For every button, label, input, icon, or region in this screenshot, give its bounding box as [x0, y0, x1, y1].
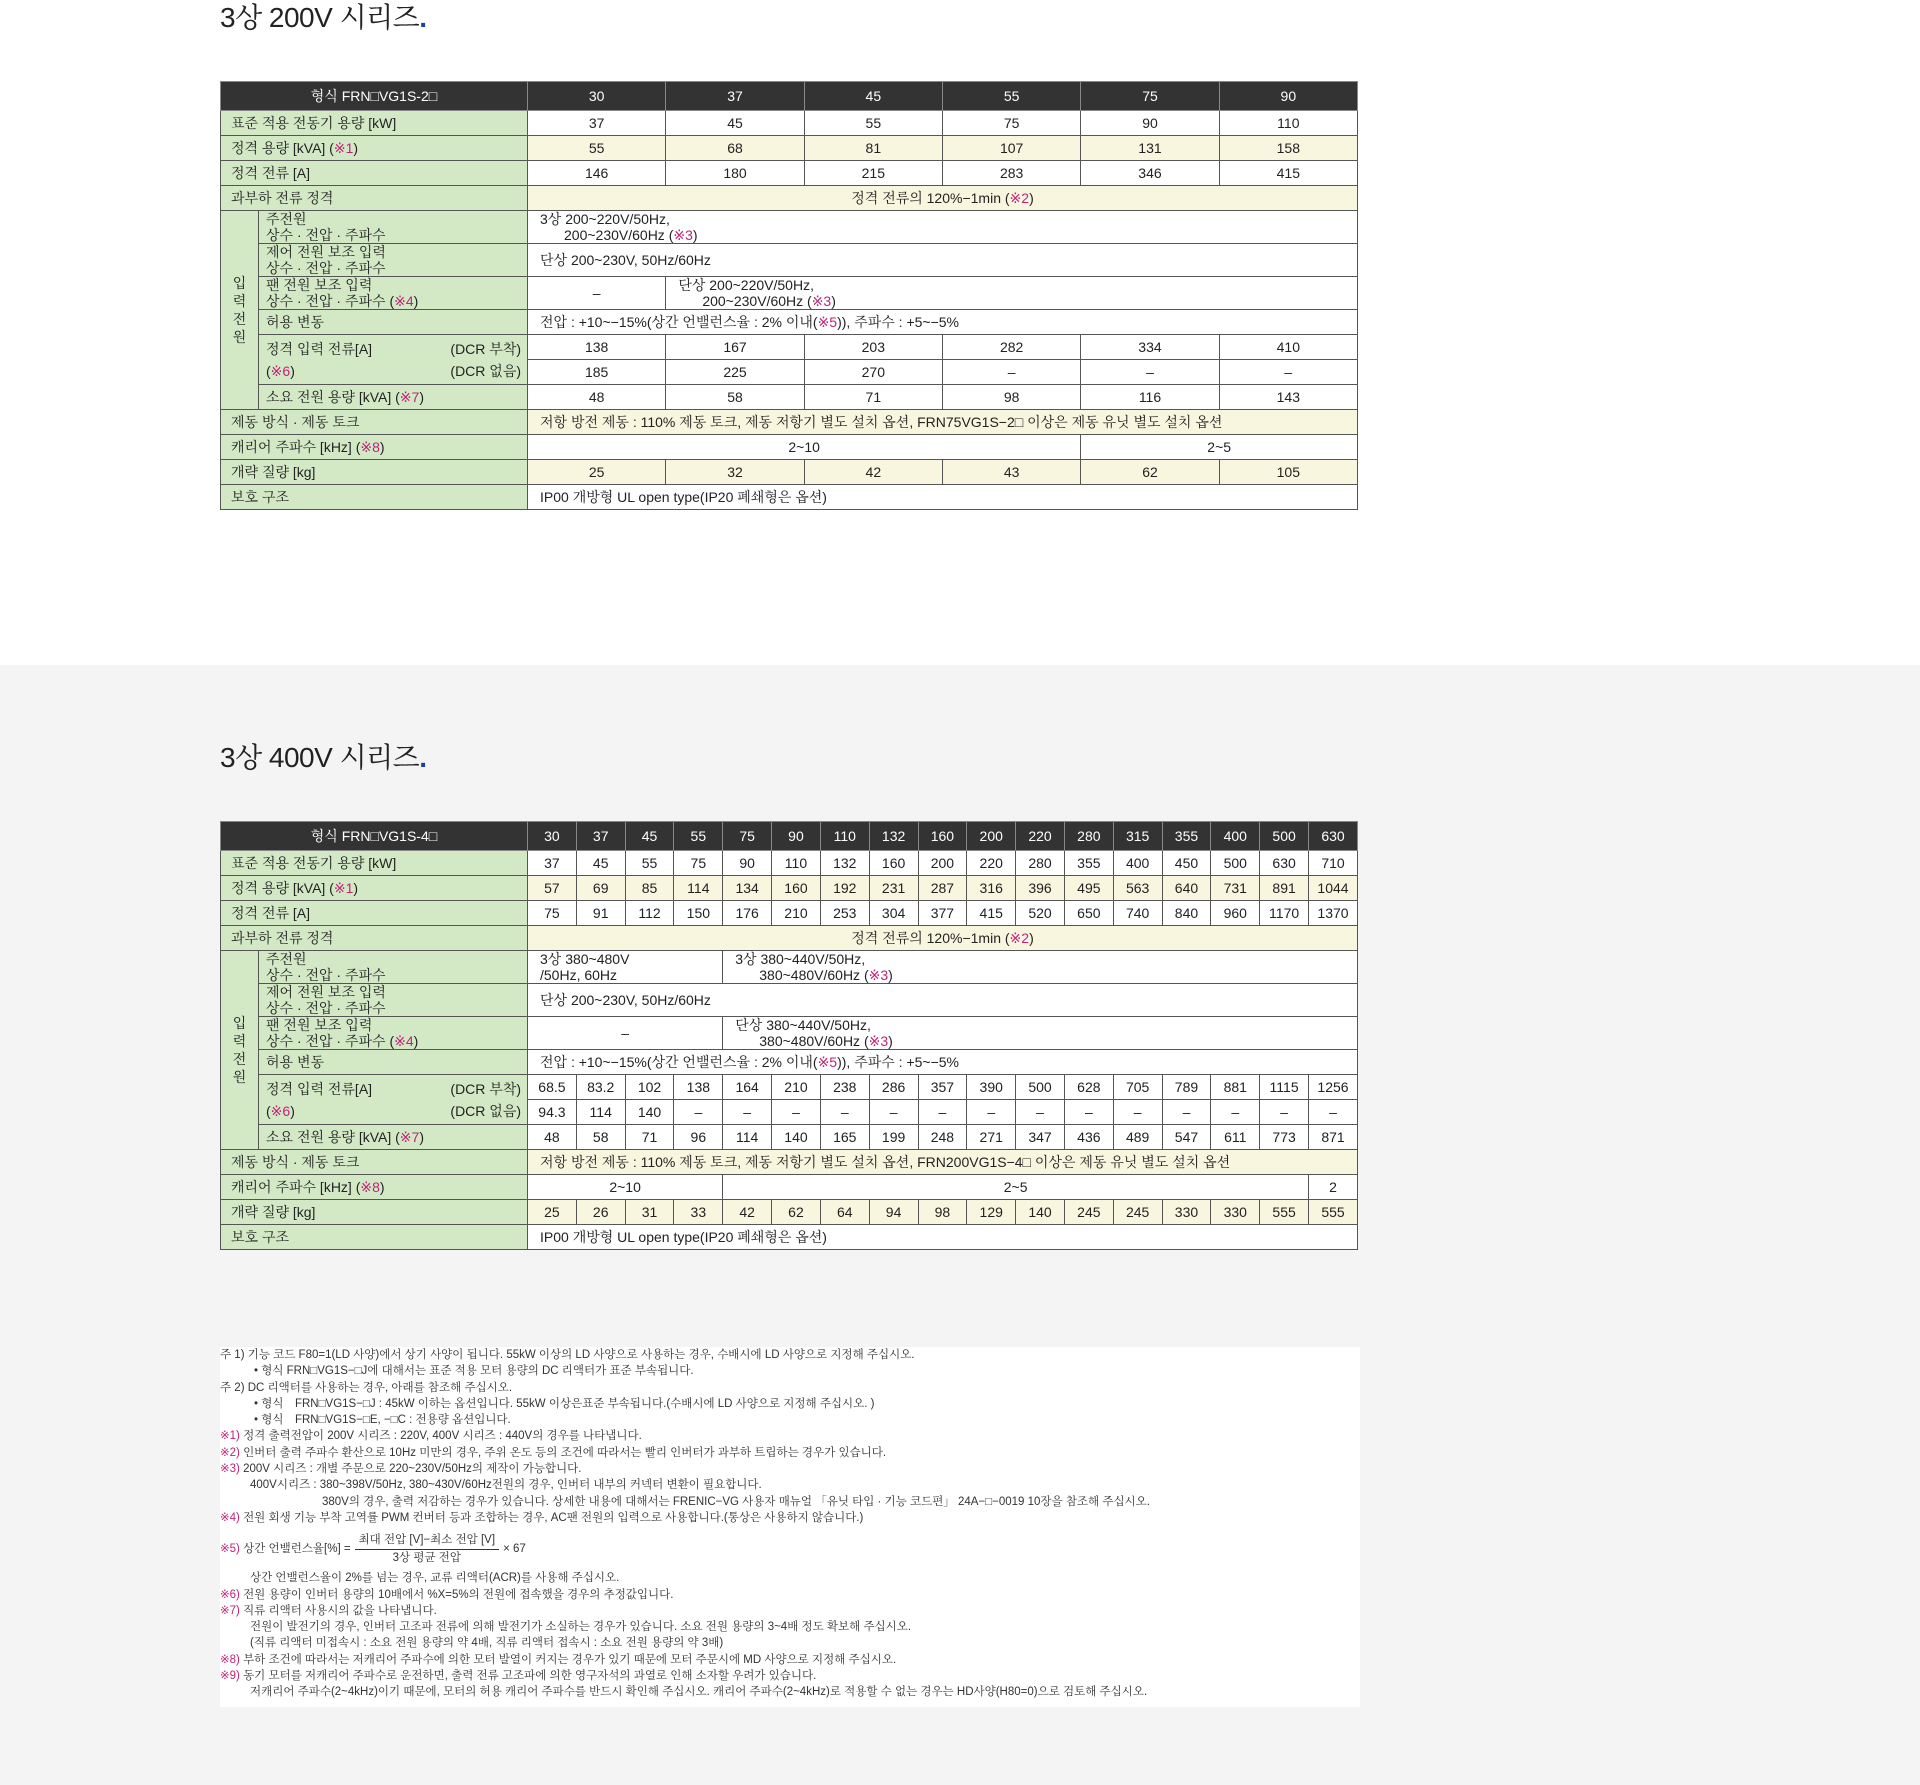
model-cell: 500 [1260, 822, 1309, 851]
table-header-row [221, 822, 1358, 851]
table-cell: 396 [1016, 876, 1065, 901]
table-cell: 75 [674, 851, 723, 876]
row-label: 정격 용량 [kVA] (※1) [221, 136, 528, 161]
table-cell: 75 [942, 111, 1080, 136]
table-cell: 3상 200~220V/50Hz, 200~230V/60Hz (※3) [528, 211, 1358, 244]
table-row [221, 1050, 1358, 1075]
table-row [221, 901, 1358, 926]
table-cell: 165 [820, 1125, 869, 1150]
table-cell: 180 [666, 161, 804, 186]
table-cell: 저항 방전 제동 : 110% 제동 토크, 제동 저항기 별도 설치 옵션, FRN200VG1S−4□ 이상은 제동 유닛 별도 설치 옵션 [528, 1150, 1358, 1175]
table-cell: 75 [528, 901, 577, 926]
table-row [221, 485, 1358, 510]
table-cell: 555 [1309, 1200, 1358, 1225]
row-label: 제어 전원 보조 입력 상수 · 전압 · 주파수 [259, 244, 528, 277]
row-label: 정격 전류 [A] [221, 161, 528, 186]
table-cell: 355 [1064, 851, 1113, 876]
model-cell: 110 [820, 822, 869, 851]
table-cell: 1170 [1260, 901, 1309, 926]
table-cell: 전압 : +10~−15%(상간 언밸런스율 : 2% 이내(※5)), 주파수 : +5~−5% [528, 310, 1358, 335]
spec-table-200v [220, 81, 1358, 510]
table-cell: 282 [942, 335, 1080, 360]
table-cell: 42 [723, 1200, 772, 1225]
input-power-group-label: 입력전원 [221, 211, 259, 410]
model-cell: 160 [918, 822, 967, 851]
table-cell: 160 [869, 851, 918, 876]
table-cell: 547 [1162, 1125, 1211, 1150]
table-cell: 158 [1219, 136, 1357, 161]
table-cell: 1256 [1309, 1075, 1358, 1100]
table-cell: 37 [528, 851, 577, 876]
row-label: 과부하 전류 정격 [221, 186, 528, 211]
table-cell: 500 [1016, 1075, 1065, 1100]
table-cell: 210 [772, 901, 821, 926]
table-cell: 107 [942, 136, 1080, 161]
table-header-row [221, 82, 1358, 111]
model-cell: 90 [772, 822, 821, 851]
row-label: 제동 방식 · 제동 토크 [221, 1150, 528, 1175]
table-cell: – [967, 1100, 1016, 1125]
table-cell: 415 [967, 901, 1016, 926]
note-line: 주 2) DC 리액터를 사용하는 경우, 아래를 참조해 주십시오. [220, 1381, 513, 1394]
table-cell: 25 [528, 1200, 577, 1225]
table-cell: 3상 380~440V/50Hz, 380~480V/60Hz (※3) [723, 951, 1358, 984]
model-cell: 45 [625, 822, 674, 851]
section-200v [0, 0, 1920, 665]
table-cell: 83.2 [576, 1075, 625, 1100]
table-cell: 3상 380~480V /50Hz, 60Hz [528, 951, 723, 984]
table-row [221, 111, 1358, 136]
table-cell: 140 [1016, 1200, 1065, 1225]
table-cell: 64 [820, 1200, 869, 1225]
table-cell: 58 [576, 1125, 625, 1150]
model-cell: 55 [674, 822, 723, 851]
table-cell: 58 [666, 385, 804, 410]
table-row [221, 1150, 1358, 1175]
table-cell: 248 [918, 1125, 967, 1150]
model-header: 형식 FRN□VG1S-2□ [221, 82, 528, 111]
table-row [221, 136, 1358, 161]
model-cell: 45 [804, 82, 942, 111]
table-cell: 140 [625, 1100, 674, 1125]
table-cell: IP00 개방형 UL open type(IP20 폐쇄형은 옵션) [528, 485, 1358, 510]
table-cell: 105 [1219, 460, 1357, 485]
note-line: ※3) 200V 시리즈 : 개별 주문으로 220~230V/50Hz의 제작이 가능합니다. [220, 1463, 582, 1476]
row-label: 팬 전원 보조 입력 상수 · 전압 · 주파수 (※4) [259, 277, 528, 310]
table-cell: 415 [1219, 161, 1357, 186]
table-cell: – [723, 1100, 772, 1125]
table-cell: 630 [1260, 851, 1309, 876]
table-cell: 773 [1260, 1125, 1309, 1150]
table-cell: 102 [625, 1075, 674, 1100]
table-cell: 330 [1211, 1200, 1260, 1225]
table-cell: 57 [528, 876, 577, 901]
table-cell: 200 [918, 851, 967, 876]
table-cell: 210 [772, 1075, 821, 1100]
table-cell: 전압 : +10~−15%(상간 언밸런스율 : 2% 이내(※5)), 주파수 : +5~−5% [528, 1050, 1358, 1075]
table-row [221, 385, 1358, 410]
row-label: 정격 입력 전류[A] (DCR 부착) (※6) (DCR 없음) [259, 335, 528, 385]
table-cell: 150 [674, 901, 723, 926]
table-cell: 85 [625, 876, 674, 901]
table-cell: 96 [674, 1125, 723, 1150]
table-cell: 789 [1162, 1075, 1211, 1100]
row-label: 과부하 전류 정격 [221, 926, 528, 951]
table-row [221, 984, 1358, 1017]
table-cell: 286 [869, 1075, 918, 1100]
row-label: 소요 전원 용량 [kVA] (※7) [259, 385, 528, 410]
model-cell: 630 [1309, 822, 1358, 851]
table-cell: 167 [666, 335, 804, 360]
model-cell: 75 [1081, 82, 1219, 111]
note-line: ※7) 직류 리액터 사용시의 값을 나타냅니다. [220, 1604, 437, 1617]
table-cell: 495 [1064, 876, 1113, 901]
table-cell: 192 [820, 876, 869, 901]
table-cell: 116 [1081, 385, 1219, 410]
model-cell: 132 [869, 822, 918, 851]
table-cell: 225 [666, 360, 804, 385]
table-cell: 37 [528, 111, 666, 136]
note-line: ※9) 동기 모터를 저캐리어 주파수로 운전하면, 출력 전류 고조파에 의한 영구자석의 과열로 인해 소자할 우려가 있습니다. [220, 1670, 817, 1683]
row-label: 제어 전원 보조 입력 상수 · 전압 · 주파수 [259, 984, 528, 1017]
table-row [221, 1075, 1358, 1100]
table-cell: 25 [528, 460, 666, 485]
table-row [221, 460, 1358, 485]
row-label: 허용 변동 [259, 1050, 528, 1075]
section-title-200v: 3상 200V 시리즈. [220, 2, 427, 33]
table-cell: 287 [918, 876, 967, 901]
table-cell: 단상 200~230V, 50Hz/60Hz [528, 244, 1358, 277]
table-cell: 199 [869, 1125, 918, 1150]
table-row [221, 244, 1358, 277]
table-cell: 45 [576, 851, 625, 876]
row-label: 팬 전원 보조 입력 상수 · 전압 · 주파수 (※4) [259, 1017, 528, 1050]
table-cell: – [1081, 360, 1219, 385]
table-cell: 정격 전류의 120%−1min (※2) [528, 926, 1358, 951]
table-cell: 저항 방전 제동 : 110% 제동 토크, 제동 저항기 별도 설치 옵션, FRN75VG1S−2□ 이상은 제동 유닛 별도 설치 옵션 [528, 410, 1358, 435]
table-cell: 316 [967, 876, 1016, 901]
note-line: 저캐리어 주파수(2~4kHz)이기 때문에, 모터의 허용 캐리어 주파수를 반드시 확인해 주십시오. 캐리어 주파수(2~4kHz)로 적용할 수 없는 경우는 HD사양(H80=0)으로 검토해 주십시오. [250, 1686, 1148, 1699]
note-line: ※2) 인버터 출력 주파수 환산으로 10Hz 미만의 경우, 주위 온도 등의 조건에 따라서는 빨리 인버터가 과부하 트립하는 경우가 있습니다. [220, 1446, 887, 1459]
table-row [221, 211, 1358, 244]
table-cell: – [942, 360, 1080, 385]
row-label: 정격 전류 [A] [221, 901, 528, 926]
table-cell: 68.5 [528, 1075, 577, 1100]
note-line: • 형식 FRN□VG1S−□J : 45kW 이하는 옵션입니다. 55kW 이상은표준 부속됩니다.(수배시에 LD 사양으로 지정해 주십시오. ) [254, 1397, 875, 1410]
table-row [221, 161, 1358, 186]
table-cell: 220 [967, 851, 1016, 876]
table-cell: 215 [804, 161, 942, 186]
table-cell: – [918, 1100, 967, 1125]
table-cell: – [1016, 1100, 1065, 1125]
table-cell: 131 [1081, 136, 1219, 161]
note-line: 380V의 경우, 출력 저감하는 경우가 있습니다. 상세한 내용에 대해서는 FRENIC−VG 사용자 매뉴얼 「유닛 타입 · 기능 코드편」 24A−□−0019 10장을 참조해 주십시오. [322, 1495, 1150, 1508]
model-cell: 200 [967, 822, 1016, 851]
input-power-group-label: 입력전원 [221, 951, 259, 1150]
table-cell: 43 [942, 460, 1080, 485]
table-cell: – [820, 1100, 869, 1125]
table-cell: 71 [625, 1125, 674, 1150]
table-cell: 1370 [1309, 901, 1358, 926]
table-cell: 176 [723, 901, 772, 926]
table-cell: 1115 [1260, 1075, 1309, 1100]
section-400v [0, 665, 1920, 1785]
note-line: • 형식 FRN□VG1S−□E, −□C : 전용량 옵션입니다. [254, 1414, 511, 1427]
table-cell: 62 [1081, 460, 1219, 485]
table-cell: 238 [820, 1075, 869, 1100]
table-cell: 881 [1211, 1075, 1260, 1100]
table-cell: 단상 200~230V, 50Hz/60Hz [528, 984, 1358, 1017]
table-cell: 132 [820, 851, 869, 876]
table-cell: 628 [1064, 1075, 1113, 1100]
table-cell: 2~5 [1081, 435, 1358, 460]
table-cell: 단상 380~440V/50Hz, 380~480V/60Hz (※3) [723, 1017, 1358, 1050]
model-cell: 220 [1016, 822, 1065, 851]
table-cell: 740 [1113, 901, 1162, 926]
table-cell: 489 [1113, 1125, 1162, 1150]
table-cell: 253 [820, 901, 869, 926]
note-line: ※8) 부하 조건에 따라서는 저캐리어 주파수에 의한 모터 발열이 커지는 경우가 있기 때문에 모터 주문시에 MD 사양으로 지정해 주십시오. [220, 1653, 897, 1666]
table-row [221, 335, 1358, 360]
table-cell: 304 [869, 901, 918, 926]
table-cell: 129 [967, 1200, 1016, 1225]
table-cell: 271 [967, 1125, 1016, 1150]
table-cell: 112 [625, 901, 674, 926]
table-row [221, 277, 1358, 310]
table-cell: 81 [804, 136, 942, 161]
table-cell: – [1162, 1100, 1211, 1125]
table-cell: 114 [576, 1100, 625, 1125]
table-cell: 26 [576, 1200, 625, 1225]
table-cell: 400 [1113, 851, 1162, 876]
table-cell: 114 [674, 876, 723, 901]
model-cell: 30 [528, 82, 666, 111]
table-cell: 94 [869, 1200, 918, 1225]
table-cell: 69 [576, 876, 625, 901]
table-cell: 94.3 [528, 1100, 577, 1125]
row-label: 허용 변동 [259, 310, 528, 335]
table-cell: 390 [967, 1075, 1016, 1100]
model-cell: 30 [528, 822, 577, 851]
table-cell: 2~10 [528, 435, 1081, 460]
table-row [221, 876, 1358, 901]
table-cell: – [1211, 1100, 1260, 1125]
table-cell: – [1260, 1100, 1309, 1125]
table-row [221, 186, 1358, 211]
table-row [221, 1200, 1358, 1225]
table-cell: – [674, 1100, 723, 1125]
table-cell: 110 [772, 851, 821, 876]
table-cell: 33 [674, 1200, 723, 1225]
table-cell: 90 [723, 851, 772, 876]
note-line: 전원이 발전기의 경우, 인버터 고조파 전류에 의해 발전기가 소실하는 경우가 있습니다. 소요 전원 용량의 3~4배 정도 확보해 주십시오. [250, 1621, 912, 1634]
table-cell: – [1113, 1100, 1162, 1125]
table-cell: 71 [804, 385, 942, 410]
table-cell: 68 [666, 136, 804, 161]
table-cell: 138 [674, 1075, 723, 1100]
row-label: 캐리어 주파수 [kHz] (※8) [221, 1175, 528, 1200]
table-cell: 840 [1162, 901, 1211, 926]
table-row [221, 410, 1358, 435]
table-row [221, 951, 1358, 984]
table-cell: 357 [918, 1075, 967, 1100]
row-label: 보호 구조 [221, 1225, 528, 1250]
note-line: (직류 리액터 미접속시 : 소요 전원 용량의 약 4배, 직류 리액터 접속시 : 소요 전원 용량의 약 3배) [250, 1637, 724, 1650]
table-cell: 91 [576, 901, 625, 926]
table-cell: 160 [772, 876, 821, 901]
model-cell: 90 [1219, 82, 1357, 111]
row-label: 표준 적용 전동기 용량 [kW] [221, 111, 528, 136]
table-cell: 138 [528, 335, 666, 360]
table-row [221, 310, 1358, 335]
table-cell: 283 [942, 161, 1080, 186]
row-label: 주전원 상수 · 전압 · 주파수 [259, 211, 528, 244]
model-cell: 400 [1211, 822, 1260, 851]
row-label: 제동 방식 · 제동 토크 [221, 410, 528, 435]
table-row [221, 926, 1358, 951]
table-cell: – [1309, 1100, 1358, 1125]
table-cell: 32 [666, 460, 804, 485]
row-label: 주전원 상수 · 전압 · 주파수 [259, 951, 528, 984]
table-cell: 48 [528, 1125, 577, 1150]
table-cell: 2~10 [528, 1175, 723, 1200]
table-row [221, 1175, 1358, 1200]
table-cell: 2 [1309, 1175, 1358, 1200]
table-cell: 48 [528, 385, 666, 410]
table-cell: 640 [1162, 876, 1211, 901]
table-cell: 1044 [1309, 876, 1358, 901]
table-cell: 245 [1113, 1200, 1162, 1225]
table-cell: 436 [1064, 1125, 1113, 1150]
model-cell: 280 [1064, 822, 1113, 851]
table-cell: 98 [918, 1200, 967, 1225]
table-cell: 42 [804, 460, 942, 485]
table-cell: 450 [1162, 851, 1211, 876]
spec-table-400v [220, 821, 1358, 1250]
table-cell: 871 [1309, 1125, 1358, 1150]
table-cell: 정격 전류의 120%−1min (※2) [528, 186, 1358, 211]
table-cell: 346 [1081, 161, 1219, 186]
note-line: 400V시리즈 : 380~398V/50Hz, 380~430V/60Hz전원의 경우, 인버터 내부의 커넥터 변환이 필요합니다. [250, 1479, 762, 1492]
model-cell: 37 [666, 82, 804, 111]
table-cell: 164 [723, 1075, 772, 1100]
model-cell: 55 [942, 82, 1080, 111]
table-cell: 90 [1081, 111, 1219, 136]
row-label: 정격 용량 [kVA] (※1) [221, 876, 528, 901]
model-cell: 355 [1162, 822, 1211, 851]
note-line: • 형식 FRN□VG1S−□J에 대해서는 표준 적용 모터 용량의 DC 리액터가 표준 부속됩니다. [254, 1365, 694, 1378]
model-cell: 37 [576, 822, 625, 851]
row-label: 개략 질량 [kg] [221, 460, 528, 485]
table-cell: 377 [918, 901, 967, 926]
table-cell: 55 [528, 136, 666, 161]
table-cell: 146 [528, 161, 666, 186]
note-line: 주 1) 기능 코드 F80=1(LD 사양)에서 상기 사양이 됩니다. 55kW 이상의 LD 사양으로 사용하는 경우, 수배시에 LD 사양으로 지정해 주십시오. [220, 1349, 915, 1361]
table-cell: 134 [723, 876, 772, 901]
table-cell: – [1064, 1100, 1113, 1125]
table-cell: 731 [1211, 876, 1260, 901]
note-line: ※6) 전원 용량이 인버터 용량의 10배에서 %X=5%의 전원에 접속했을 경우의 추정값입니다. [220, 1588, 674, 1601]
table-cell: 520 [1016, 901, 1065, 926]
table-cell: 55 [804, 111, 942, 136]
unbalance-formula: $\frac{\text{최대 전압 [V]−최소 전압 [V]}}{\text{3상 평균 전압}}$ [355, 1532, 500, 1566]
table-cell: 31 [625, 1200, 674, 1225]
row-label: 보호 구조 [221, 485, 528, 510]
table-cell: 611 [1211, 1125, 1260, 1150]
row-label: 소요 전원 용량 [kVA] (※7) [259, 1125, 528, 1150]
table-cell: 143 [1219, 385, 1357, 410]
model-cell: 315 [1113, 822, 1162, 851]
note-line: ※1) 정격 출력전압이 200V 시리즈 : 220V, 400V 시리즈 : 440V의 경우를 나타냅니다. [220, 1430, 642, 1443]
table-cell: 710 [1309, 851, 1358, 876]
table-cell: – [528, 277, 666, 310]
model-header: 형식 FRN□VG1S-4□ [221, 822, 528, 851]
table-cell: IP00 개방형 UL open type(IP20 폐쇄형은 옵션) [528, 1225, 1358, 1250]
table-cell: 140 [772, 1125, 821, 1150]
table-cell: 555 [1260, 1200, 1309, 1225]
table-cell: 347 [1016, 1125, 1065, 1150]
footnotes [220, 1347, 1360, 1707]
table-cell: – [772, 1100, 821, 1125]
table-row [221, 435, 1358, 460]
row-label: 캐리어 주파수 [kHz] (※8) [221, 435, 528, 460]
table-cell: 98 [942, 385, 1080, 410]
table-cell: 563 [1113, 876, 1162, 901]
table-cell: 203 [804, 335, 942, 360]
table-cell: 62 [772, 1200, 821, 1225]
table-cell: 단상 200~220V/50Hz, 200~230V/60Hz (※3) [666, 277, 1358, 310]
table-cell: 410 [1219, 335, 1357, 360]
table-cell: 500 [1211, 851, 1260, 876]
table-cell: 55 [625, 851, 674, 876]
row-label: 표준 적용 전동기 용량 [kW] [221, 851, 528, 876]
table-row [221, 1017, 1358, 1050]
table-cell: 270 [804, 360, 942, 385]
table-row [221, 1125, 1358, 1150]
table-cell: 245 [1064, 1200, 1113, 1225]
table-cell: 891 [1260, 876, 1309, 901]
note-line: ※4) 전원 회생 기능 부착 고역률 PWM 컨버터 등과 조합하는 경우, AC팬 전원의 입력으로 사용합니다.(통상은 사용하지 않습니다.) [220, 1511, 864, 1524]
table-cell: 110 [1219, 111, 1357, 136]
table-cell: 231 [869, 876, 918, 901]
model-cell: 75 [723, 822, 772, 851]
table-row [221, 851, 1358, 876]
table-cell: 114 [723, 1125, 772, 1150]
table-cell: 330 [1162, 1200, 1211, 1225]
table-cell: – [528, 1017, 723, 1050]
table-cell: 705 [1113, 1075, 1162, 1100]
note-line: 상간 언밸런스율이 2%를 넘는 경우, 교류 리액터(ACR)를 사용해 주십시오. [250, 1572, 620, 1585]
row-label: 정격 입력 전류[A] (DCR 부착) (※6) (DCR 없음) [259, 1075, 528, 1125]
row-label: 개략 질량 [kg] [221, 1200, 528, 1225]
table-cell: 960 [1211, 901, 1260, 926]
table-cell: 650 [1064, 901, 1113, 926]
note-line: ※5) 상간 언밸런스율[%] = $\frac{\text{최대 전압 [V]−최소 전압 [V]}}{\text{3상 평균 전압}}$ × 67 [220, 1532, 1360, 1566]
section-title-400v: 3상 400V 시리즈. [220, 742, 427, 773]
table-row [221, 1225, 1358, 1250]
table-cell: – [1219, 360, 1357, 385]
table-cell: 2~5 [723, 1175, 1309, 1200]
table-cell: 334 [1081, 335, 1219, 360]
table-cell: 45 [666, 111, 804, 136]
table-cell: 280 [1016, 851, 1065, 876]
table-cell: 185 [528, 360, 666, 385]
table-cell: – [869, 1100, 918, 1125]
